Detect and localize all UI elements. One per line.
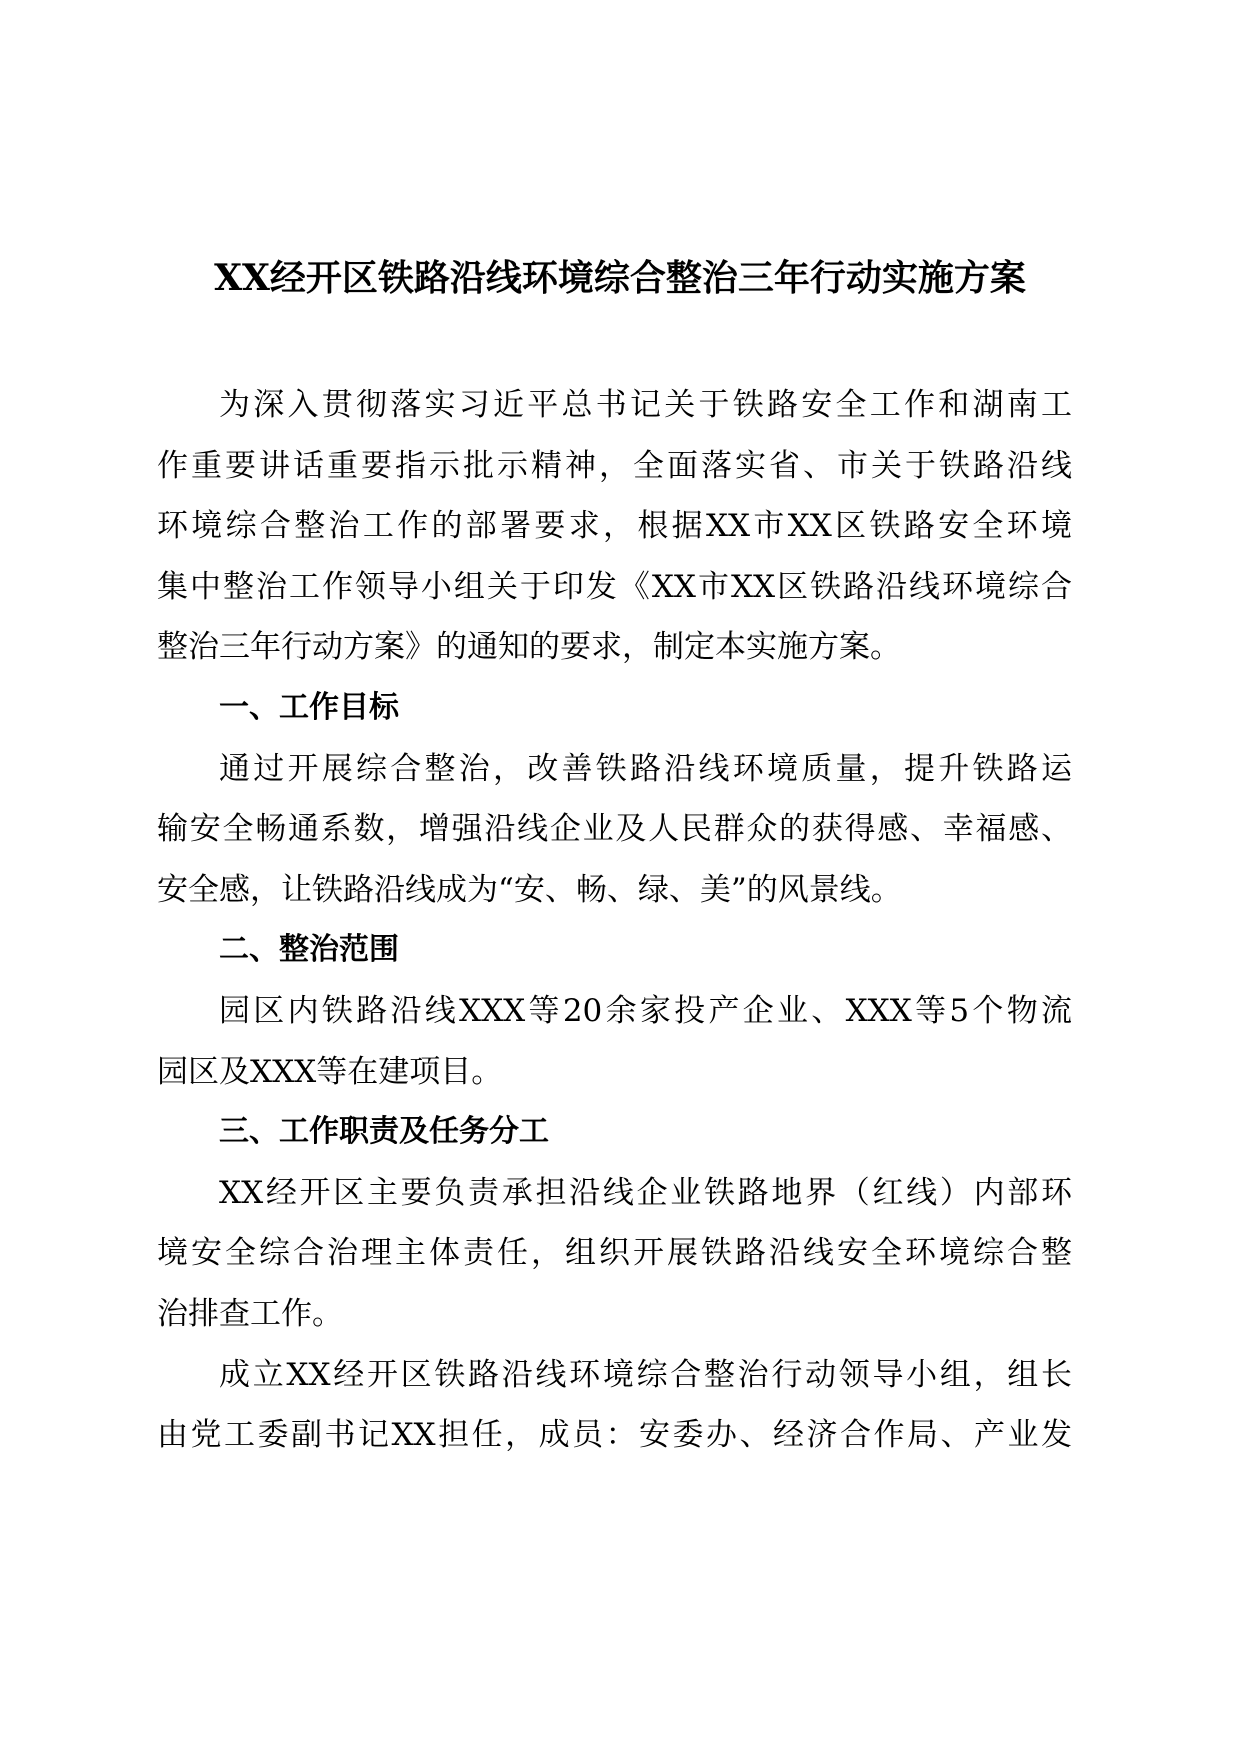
paragraph-line: 境安全综合治理主体责任，组织开展铁路沿线安全环境综合整 (157, 1235, 1072, 1272)
paragraph-line: 园区内铁路沿线XXX等20余家投产企业、XXX等5个物流 (219, 992, 1072, 1029)
document-title: XX经开区铁路沿线环境综合整治三年行动实施方案 (214, 257, 1026, 299)
responsibilities-paragraph (157, 1163, 1072, 1345)
section-heading-scope: 二、整治范围 (219, 932, 399, 968)
paragraph-line: 园区及XXX等在建项目。 (157, 1053, 503, 1090)
paragraph-line: 治排查工作。 (157, 1295, 343, 1332)
paragraph-line: 整治三年行动方案》的通知的要求，制定本实施方案。 (157, 629, 901, 666)
paragraph-line: 作重要讲话重要指示批示精神，全面落实省、市关于铁路沿线 (157, 447, 1072, 484)
paragraph-line: 安全感，让铁路沿线成为“安、畅、绿、美”的风景线。 (157, 871, 902, 908)
paragraph-line: 输安全畅通系数，增强沿线企业及人民群众的获得感、幸福感、 (157, 811, 1072, 848)
intro-paragraph (157, 375, 1072, 678)
section-heading-responsibilities: 三、工作职责及任务分工 (219, 1114, 549, 1150)
paragraph-line: 环境综合整治工作的部署要求，根据XX市XX区铁路安全环境 (157, 508, 1072, 545)
paragraph-line: 通过开展综合整治，改善铁路沿线环境质量，提升铁路运 (219, 750, 1072, 787)
paragraph-line: 成立XX经开区铁路沿线环境综合整治行动领导小组，组长 (219, 1356, 1072, 1393)
work-goals-paragraph (157, 739, 1072, 921)
paragraph-line: 由党工委副书记XX担任，成员：安委办、经济合作局、产业发 (157, 1417, 1072, 1454)
section-heading-work-goals: 一、工作目标 (219, 689, 399, 725)
leadership-group-paragraph (157, 1345, 1072, 1466)
paragraph-line: XX经开区主要负责承担沿线企业铁路地界（红线）内部环 (219, 1174, 1072, 1211)
document-body (157, 375, 1072, 1466)
paragraph-line: 集中整治工作领导小组关于印发《XX市XX区铁路沿线环境综合 (157, 568, 1072, 605)
paragraph-line: 为深入贯彻落实习近平总书记关于铁路安全工作和湖南工 (219, 387, 1072, 423)
scope-paragraph (157, 981, 1072, 1102)
